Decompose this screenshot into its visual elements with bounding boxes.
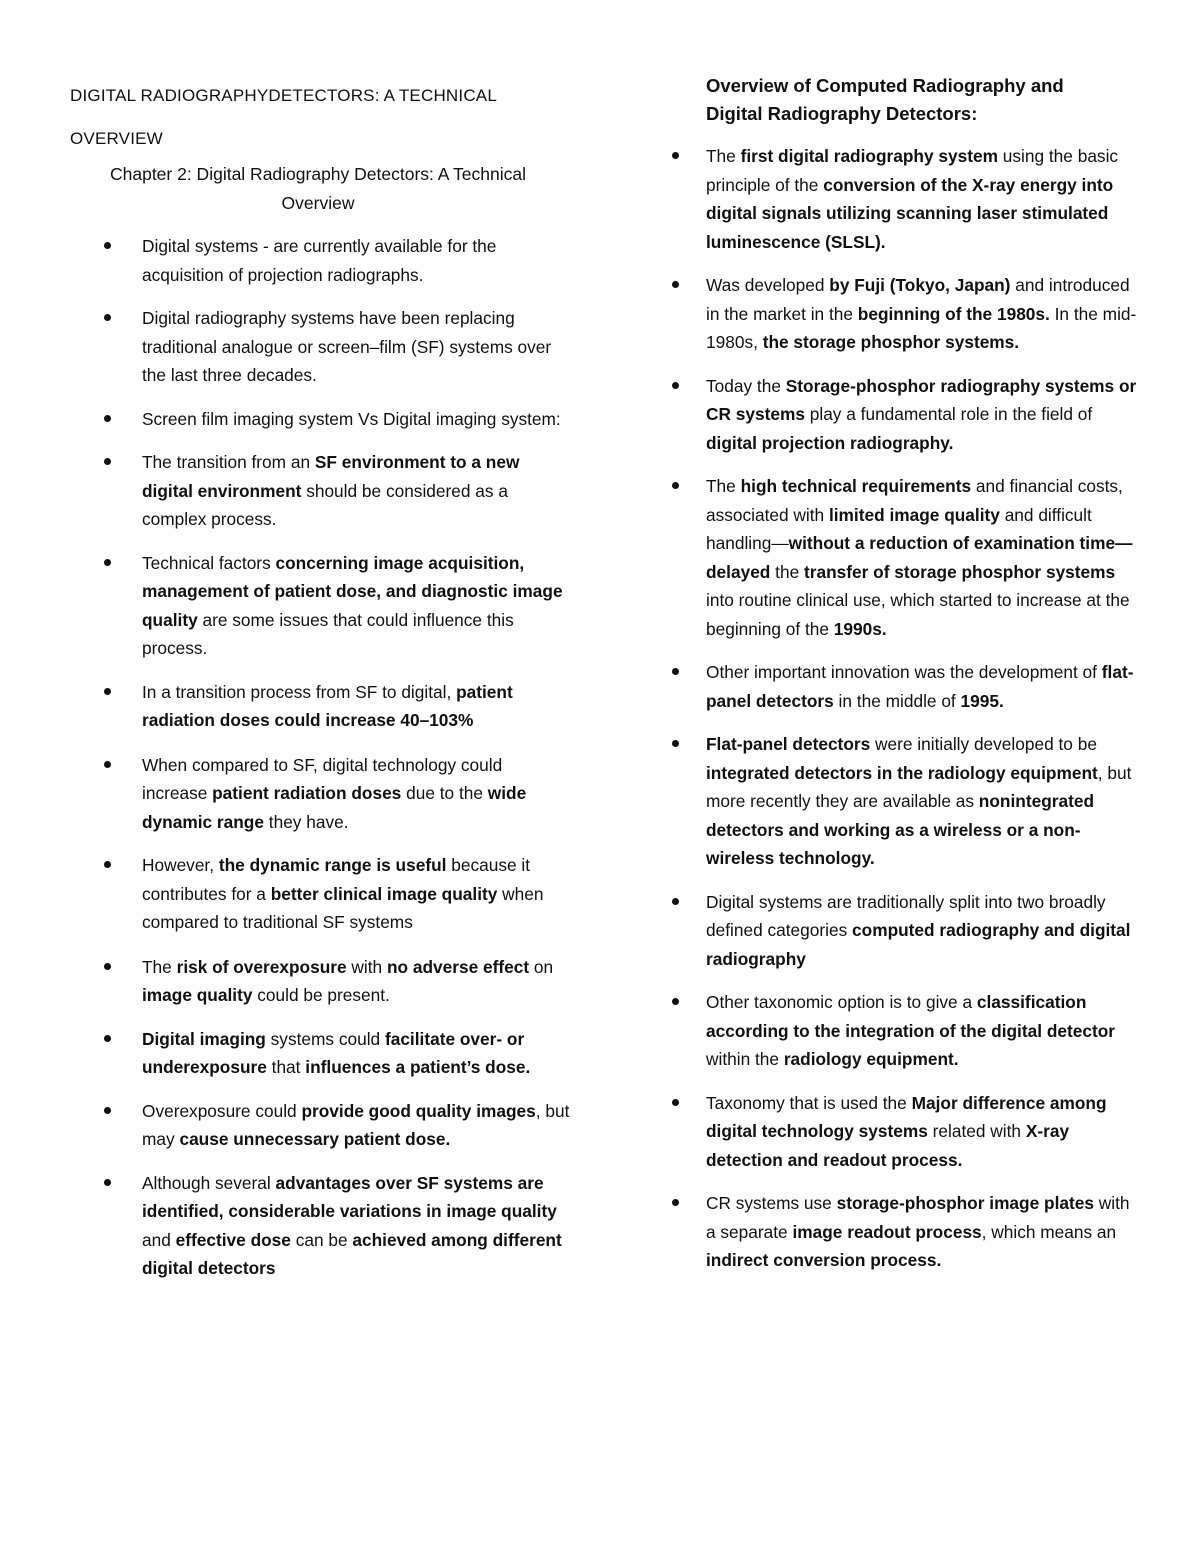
text-run: Was developed: [706, 275, 830, 295]
bold-text-run: image readout process: [792, 1221, 982, 1242]
bold-text-run: Digital imaging: [142, 1028, 266, 1049]
bold-text-run: beginning of the 1980s.: [857, 303, 1050, 324]
bullet-item: [668, 730, 1138, 873]
bold-text-run: 1995.: [960, 690, 1004, 711]
bold-text-run: SF environment to a new digital environment: [142, 452, 520, 501]
bold-text-run: concerning image acquisition, management of patient dose, and diagnostic image quality: [142, 552, 563, 630]
chapter-heading: [70, 160, 566, 218]
bullet-icon: [672, 1099, 679, 1106]
bullet-icon: [672, 382, 679, 389]
text-run: Digital systems are traditionally split into two broadly defined categories: [706, 891, 1106, 940]
bold-text-run: better clinical image quality: [270, 883, 498, 904]
bullet-item: [668, 372, 1138, 458]
bold-text-run: 1990s.: [833, 618, 887, 639]
bullet-text: [142, 1173, 562, 1279]
text-run: should be considered as a complex process.: [142, 480, 508, 529]
text-run: Although several: [142, 1172, 276, 1193]
bullet-item: [70, 304, 570, 390]
bullet-item: [70, 751, 570, 837]
text-run: Taxonomy that is used the: [706, 1092, 912, 1113]
bold-text-run: patient radiation doses could increase 40–103%: [142, 681, 513, 730]
bullet-icon: [672, 482, 679, 489]
bullet-text: [142, 409, 561, 429]
bold-text-run: influences a patient’s dose.: [305, 1057, 531, 1077]
bullet-text: [142, 553, 563, 659]
document-title-line-2: OVERVIEW: [70, 129, 163, 148]
bullet-text: [706, 476, 1132, 639]
bullet-icon: [104, 861, 111, 868]
bold-text-run: cause unnecessary patient dose.: [179, 1129, 451, 1149]
bold-text-run: patient radiation doses: [212, 783, 402, 803]
bold-text-run: classification according to the integration of the digital detector: [706, 992, 1116, 1041]
bold-text-run: risk of overexposure: [176, 956, 347, 977]
bullet-icon: [104, 761, 111, 768]
bullet-item: [668, 888, 1138, 974]
text-run: the: [770, 561, 804, 582]
text-run: and difficult handling—: [706, 504, 1092, 553]
text-run: CR systems use: [706, 1193, 837, 1213]
text-run: Other taxonomic option is to give a: [706, 992, 977, 1012]
bullet-item: [668, 658, 1138, 715]
text-run: Technical factors: [142, 552, 276, 573]
text-run: on: [529, 956, 554, 977]
text-run: Digital radiography systems have been replacing traditional analogue or screen–film (SF) systems over the last three decades.: [142, 308, 552, 385]
text-run: they have.: [263, 811, 349, 832]
text-run: Other important innovation was the development of: [706, 662, 1102, 682]
bold-text-run: effective dose: [175, 1229, 291, 1250]
bold-text-run: advantages over SF systems are identified, considerable variations in image quality: [142, 1172, 557, 1221]
bold-text-run: digital projection radiography.: [706, 432, 954, 453]
text-run: in the middle of: [833, 690, 961, 711]
bold-text-run: first digital radiography system: [740, 146, 998, 166]
bold-text-run: limited image quality: [828, 504, 1000, 525]
document-title-line-1: DIGITAL RADIOGRAPHYDETECTORS: A TECHNICAL: [70, 86, 497, 105]
bullet-icon: [104, 458, 111, 465]
bullet-icon: [104, 963, 111, 970]
bold-text-run: Flat-panel detectors: [706, 734, 871, 754]
section-heading: [706, 72, 1138, 128]
bold-text-run: achieved among different digital detectors: [142, 1229, 562, 1278]
bold-text-run: wide dynamic range: [142, 783, 527, 832]
bullet-item: [668, 142, 1138, 256]
section-heading-line-1: Overview of Computed Radiography and: [706, 75, 1064, 96]
bullet-text: [706, 1093, 1107, 1170]
bullet-item: [70, 405, 570, 434]
text-run: and: [142, 1229, 176, 1250]
bullet-item: [70, 1025, 570, 1082]
bold-text-run: provide good quality images: [301, 1100, 536, 1121]
bold-text-run: storage-phosphor image plates: [836, 1193, 1094, 1213]
bullet-text: [142, 957, 553, 1006]
bullet-item: [70, 232, 570, 289]
bullet-item: [70, 1097, 570, 1154]
bold-text-run: flat-panel detectors: [706, 662, 1134, 711]
text-run: and financial costs, associated with: [706, 476, 1123, 525]
text-run: The: [706, 476, 741, 496]
text-run: Screen film imaging system Vs Digital imaging system:: [142, 408, 561, 429]
text-run: In the mid-1980s,: [706, 303, 1137, 352]
bullet-item: [70, 549, 570, 663]
text-run: The transition from an: [142, 452, 315, 472]
bold-text-run: no adverse effect: [386, 956, 530, 977]
bullet-icon: [104, 1179, 111, 1186]
text-run: that: [266, 1057, 306, 1077]
bullet-item: [70, 1169, 570, 1283]
bullet-item: [668, 1089, 1138, 1175]
text-run: using the basic principle of the: [706, 146, 1119, 195]
text-run: The: [706, 146, 741, 166]
text-run: Overexposure could: [142, 1100, 302, 1121]
text-run: with a separate: [706, 1193, 1130, 1242]
bold-text-run: radiology equipment.: [783, 1049, 959, 1069]
text-run: and introduced in the market in the: [706, 275, 1130, 324]
text-run: The: [142, 956, 177, 977]
bold-text-run: high technical requirements: [740, 476, 972, 496]
section-heading-line-2: Digital Radiography Detectors:: [706, 103, 978, 124]
left-bullet-list: [70, 232, 570, 1283]
bullet-icon: [104, 688, 111, 695]
text-run: were initially developed to be: [870, 734, 1097, 754]
bold-text-run: integrated detectors in the radiology equipment: [706, 762, 1098, 783]
bullet-icon: [104, 1107, 111, 1114]
bullet-text: [142, 682, 513, 731]
text-run: due to the: [401, 783, 488, 803]
text-run: with: [346, 956, 387, 977]
bullet-text: [706, 992, 1115, 1069]
text-run: When compared to SF, digital technology could increase: [142, 754, 503, 803]
text-run: Digital systems - are currently available for the acquisition of projection radiographs.: [142, 236, 497, 285]
bullet-text: [142, 236, 496, 285]
bullet-text: [706, 275, 1136, 352]
text-run: , but may: [142, 1100, 570, 1149]
chapter-heading-line-2: Overview: [281, 193, 355, 213]
bullet-text: [706, 146, 1118, 252]
bullet-text: [142, 452, 519, 529]
bold-text-run: image quality: [142, 985, 253, 1005]
text-run: when compared to traditional SF systems: [142, 883, 544, 932]
bold-text-run: by Fuji (Tokyo, Japan): [829, 275, 1011, 295]
bullet-text: [706, 1193, 1130, 1270]
bold-text-run: indirect conversion process.: [706, 1250, 942, 1270]
bullet-icon: [672, 998, 679, 1005]
bullet-item: [70, 448, 570, 534]
bullet-text: [706, 734, 1131, 868]
bullet-icon: [672, 740, 679, 747]
text-run: Today the: [706, 375, 786, 396]
bullet-icon: [672, 281, 679, 288]
text-run: could be present.: [252, 985, 390, 1005]
bullet-item: [70, 953, 570, 1010]
text-run: systems could: [265, 1028, 385, 1049]
text-run: within the: [706, 1049, 784, 1069]
bullet-icon: [672, 668, 679, 675]
bold-text-run: nonintegrated detectors and working as a wireless or a non-wireless technology.: [706, 791, 1095, 868]
bullet-text: [142, 1029, 530, 1078]
text-run: , but more recently they are available as: [706, 762, 1132, 811]
text-run: are some issues that could influence this process.: [142, 609, 514, 658]
bold-text-run: Major difference among digital technology systems: [706, 1092, 1107, 1141]
bold-text-run: X-ray detection and readout process.: [706, 1121, 1070, 1170]
bullet-text: [142, 755, 526, 832]
bullet-text: [706, 662, 1133, 711]
text-run: into routine clinical use, which started to increase at the beginning of the: [706, 590, 1130, 639]
bullet-icon: [104, 242, 111, 249]
bullet-icon: [104, 415, 111, 422]
document-title: [70, 74, 570, 160]
bullet-item: [70, 851, 570, 937]
bullet-text: [706, 892, 1130, 969]
bold-text-run: facilitate over- or underexposure: [142, 1028, 525, 1077]
bold-text-run: Storage-phosphor radiography systems or CR systems: [706, 375, 1137, 424]
text-run: In a transition process from SF to digital,: [142, 681, 457, 702]
text-run: related with: [927, 1121, 1026, 1141]
bullet-text: [142, 308, 551, 385]
bold-text-run: the storage phosphor systems.: [762, 332, 1020, 352]
text-run: However,: [142, 855, 219, 875]
text-run: because it contributes for a: [142, 855, 531, 904]
chapter-heading-line-1: Chapter 2: Digital Radiography Detectors: A Technical: [109, 164, 527, 184]
bullet-item: [668, 271, 1138, 357]
bullet-icon: [672, 898, 679, 905]
bullet-item: [668, 988, 1138, 1074]
right-bullet-list: [668, 142, 1138, 1275]
bullet-icon: [104, 559, 111, 566]
bullet-icon: [104, 1035, 111, 1042]
bullet-item: [70, 678, 570, 735]
bullet-icon: [672, 152, 679, 159]
bold-text-run: without a reduction of examination time—delayed: [706, 533, 1133, 582]
text-run: play a fundamental role in the field of: [804, 404, 1093, 424]
text-run: can be: [290, 1229, 353, 1250]
bullet-text: [142, 1101, 569, 1150]
bullet-text: [142, 855, 544, 932]
bullet-icon: [104, 314, 111, 321]
bold-text-run: computed radiography and digital radiography: [706, 920, 1131, 969]
bold-text-run: the dynamic range is useful: [218, 855, 447, 875]
text-run: , which means an: [981, 1221, 1117, 1242]
bullet-text: [706, 376, 1136, 453]
bullet-item: [668, 1189, 1138, 1275]
bold-text-run: conversion of the X-ray energy into digital signals utilizing scanning laser stimulated luminescence (SLSL).: [706, 174, 1114, 252]
bullet-item: [668, 472, 1138, 643]
bullet-icon: [672, 1199, 679, 1206]
bold-text-run: transfer of storage phosphor systems: [804, 561, 1116, 582]
